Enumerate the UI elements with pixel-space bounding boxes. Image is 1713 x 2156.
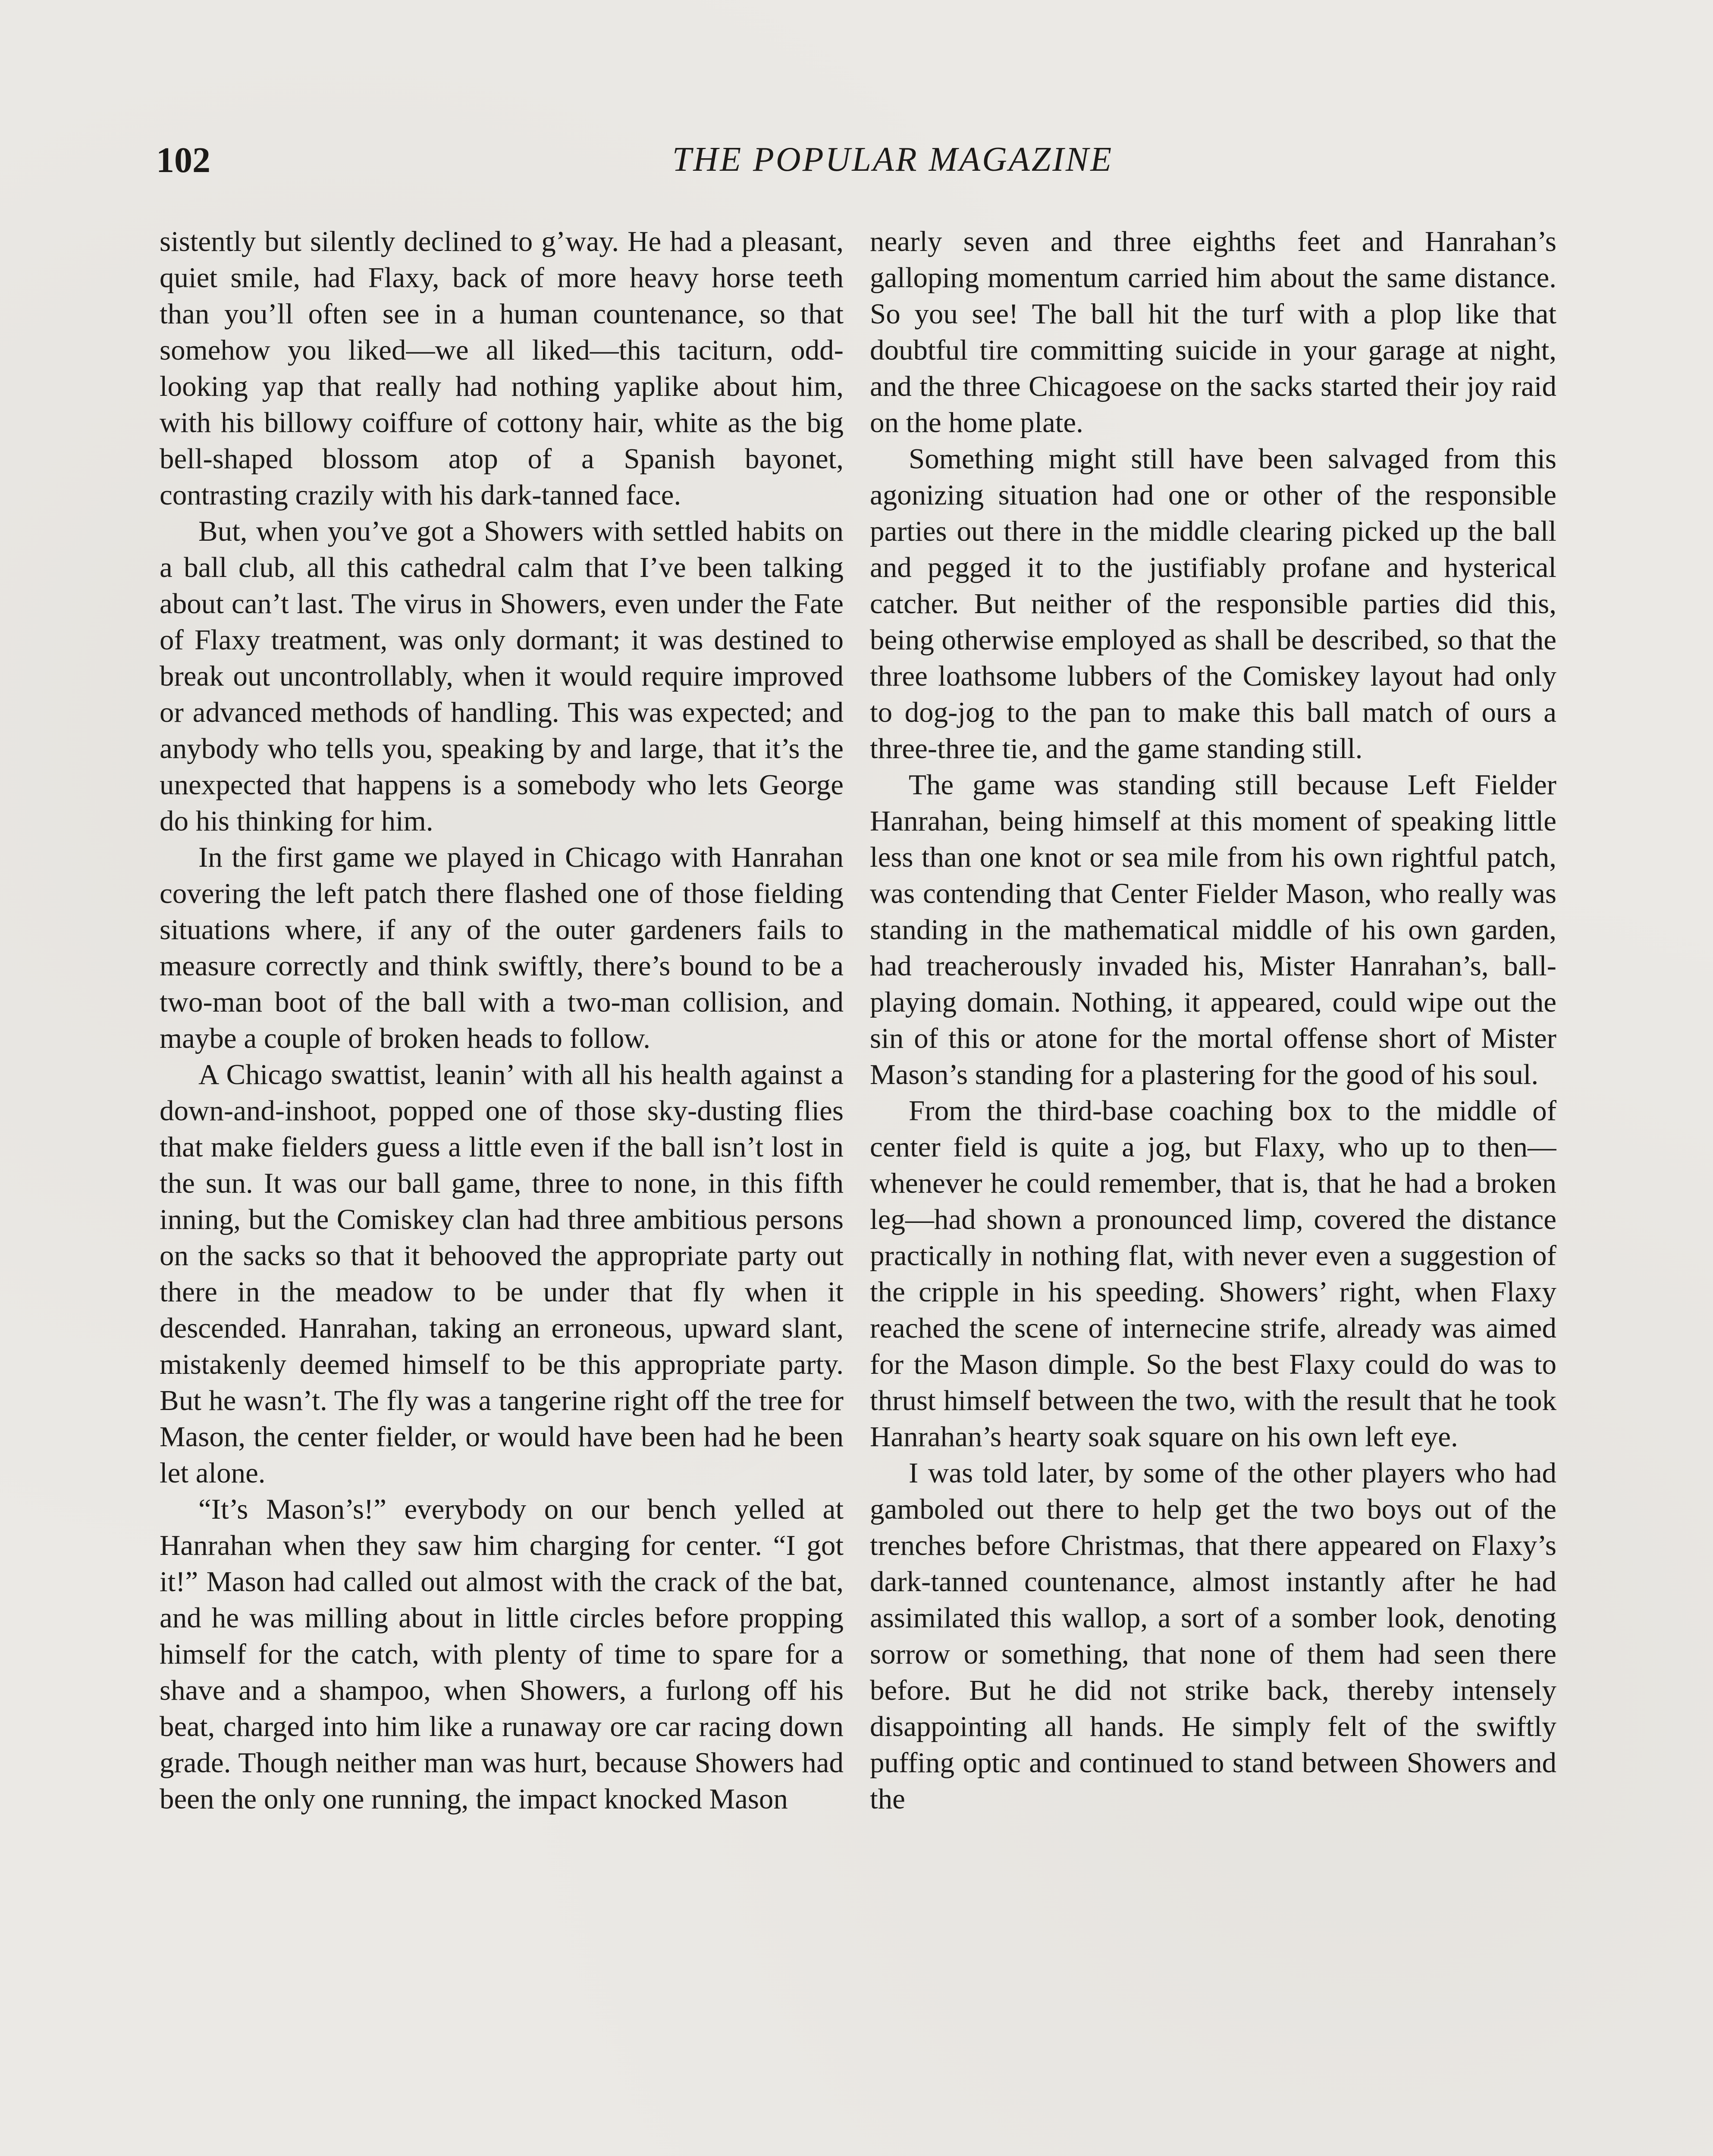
left-column [160,223,844,2156]
paragraph: In the first game we played in Chicago with Hanrahan covering the left patch there flashed one of those fielding situations where, if any of the outer gardeners fails to measure correctly and think swiftly, there’s bound to be a two-man boot of the ball with a two-man collision, and maybe a couple of broken heads to follow. [160,841,844,1054]
paragraph: Something might still have been salvaged from this agonizing situation had one or other of the responsible parties out there in the middle clearing picked up the ball and pegged it to the justifiably profane and hysterical catcher. But neither of the responsible parties did this, being otherwise employed as shall be described, so that the three loathsome lubbers of the Comiskey layout had only to dog-jog to the pan to make this ball match of ours a three-three tie, and the game standing still. [870,443,1556,765]
paragraph: I was told later, by some of the other players who had gamboled out there to help get the two boys out of the trenches before Christmas, that there appeared on Flaxy’s dark-tanned countenance, almost instantly after he had assimilated this wallop, a sort of a somber look, denoting sorrow or something, that none of them had seen there before. But he did not strike back, thereby intensely disappointing all hands. He simply felt of the swiftly puffing optic and continued to stand between Showers and the [870,1457,1556,1815]
paragraph: But, when you’ve got a Showers with settled habits on a ball club, all this cathedral calm that I’ve been talking about can’t last. The virus in Showers, even under the Fate of Flaxy treatment, was only dormant; it was destined to break out uncontrollably, when it would require improved or advanced methods of handling. This was expected; and anybody who tells you, speaking by and large, that it’s the unexpected that happens is a somebody who lets George do his thinking for him. [160,515,844,837]
running-head: THE POPULAR MAGAZINE [672,141,1114,179]
paragraph: sistently but silently declined to g’way. He had a pleasant, quiet smile, had Flaxy, back of more heavy horse teeth than you’ll often see in a human countenance, so that somehow you liked—we all liked—this taciturn, odd-looking yap that really had nothing yaplike about him, with his billowy coiffure of cottony hair, white as the big bell-shaped blossom atop of a Spanish bayonet, contrasting crazily with his dark-tanned face. [160,226,844,511]
page-number: 102 [156,140,210,180]
paragraph: From the third-base coaching box to the middle of center field is quite a jog, but Flaxy, who up to then—whenever he could remember, that is, that he had a broken leg—had shown a pronounced limp, covered the distance practically in nothing flat, with never even a suggestion of the cripple in his speeding. Showers’ right, when Flaxy reached the scene of internecine strife, already was aimed for the Mason dimple. So the best Flaxy could do was to thrust himself between the two, with the result that he took Hanrahan’s hearty soak square on his own left eye. [870,1095,1556,1453]
paragraph: A Chicago swattist, leanin’ with all his health against a down-and-inshoot, popped one of those sky-dusting flies that make fielders guess a little even if the ball isn’t lost in the sun. It was our ball game, three to none, in this fifth inning, but the Comiskey clan had three ambitious persons on the sacks so that it behooved the appropriate party out there in the meadow to be under that fly when it descended. Hanrahan, taking an erroneous, upward slant, mistakenly deemed himself to be this appropriate party. But he wasn’t. The fly was a tangerine right off the tree for Mason, the center fielder, or would have been had he been let alone. [160,1059,844,1489]
paragraph: nearly seven and three eighths feet and Hanrahan’s galloping momentum carried him about the same distance. So you see! The ball hit the turf with a plop like that doubtful tire committing suicide in your garage at night, and the three Chicagoese on the sacks started their joy raid on the home plate. [870,226,1556,439]
right-column [870,223,1556,2156]
paragraph: “It’s Mason’s!” everybody on our bench yelled at Hanrahan when they saw him charging for center. “I got it!” Mason had called out almost with the crack of the bat, and he was milling about in little circles before propping himself for the catch, with plenty of time to spare for a shave and a shampoo, when Showers, a furlong off his beat, charged into him like a runaway ore car racing down grade. Though neither man was hurt, because Showers had been the only one running, the impact knocked Mason [160,1493,844,1815]
paragraph: The game was standing still because Left Fielder Hanrahan, being himself at this moment of speaking little less than one knot or sea mile from his own rightful patch, was contending that Center Fielder Mason, who really was standing in the mathematical middle of his own garden, had treacherously invaded his, Mister Hanrahan’s, ball-playing domain. Nothing, it appeared, could wipe out the sin of this or atone for the mortal offense short of Mister Mason’s standing for a plastering for the good of his soul. [870,769,1556,1091]
